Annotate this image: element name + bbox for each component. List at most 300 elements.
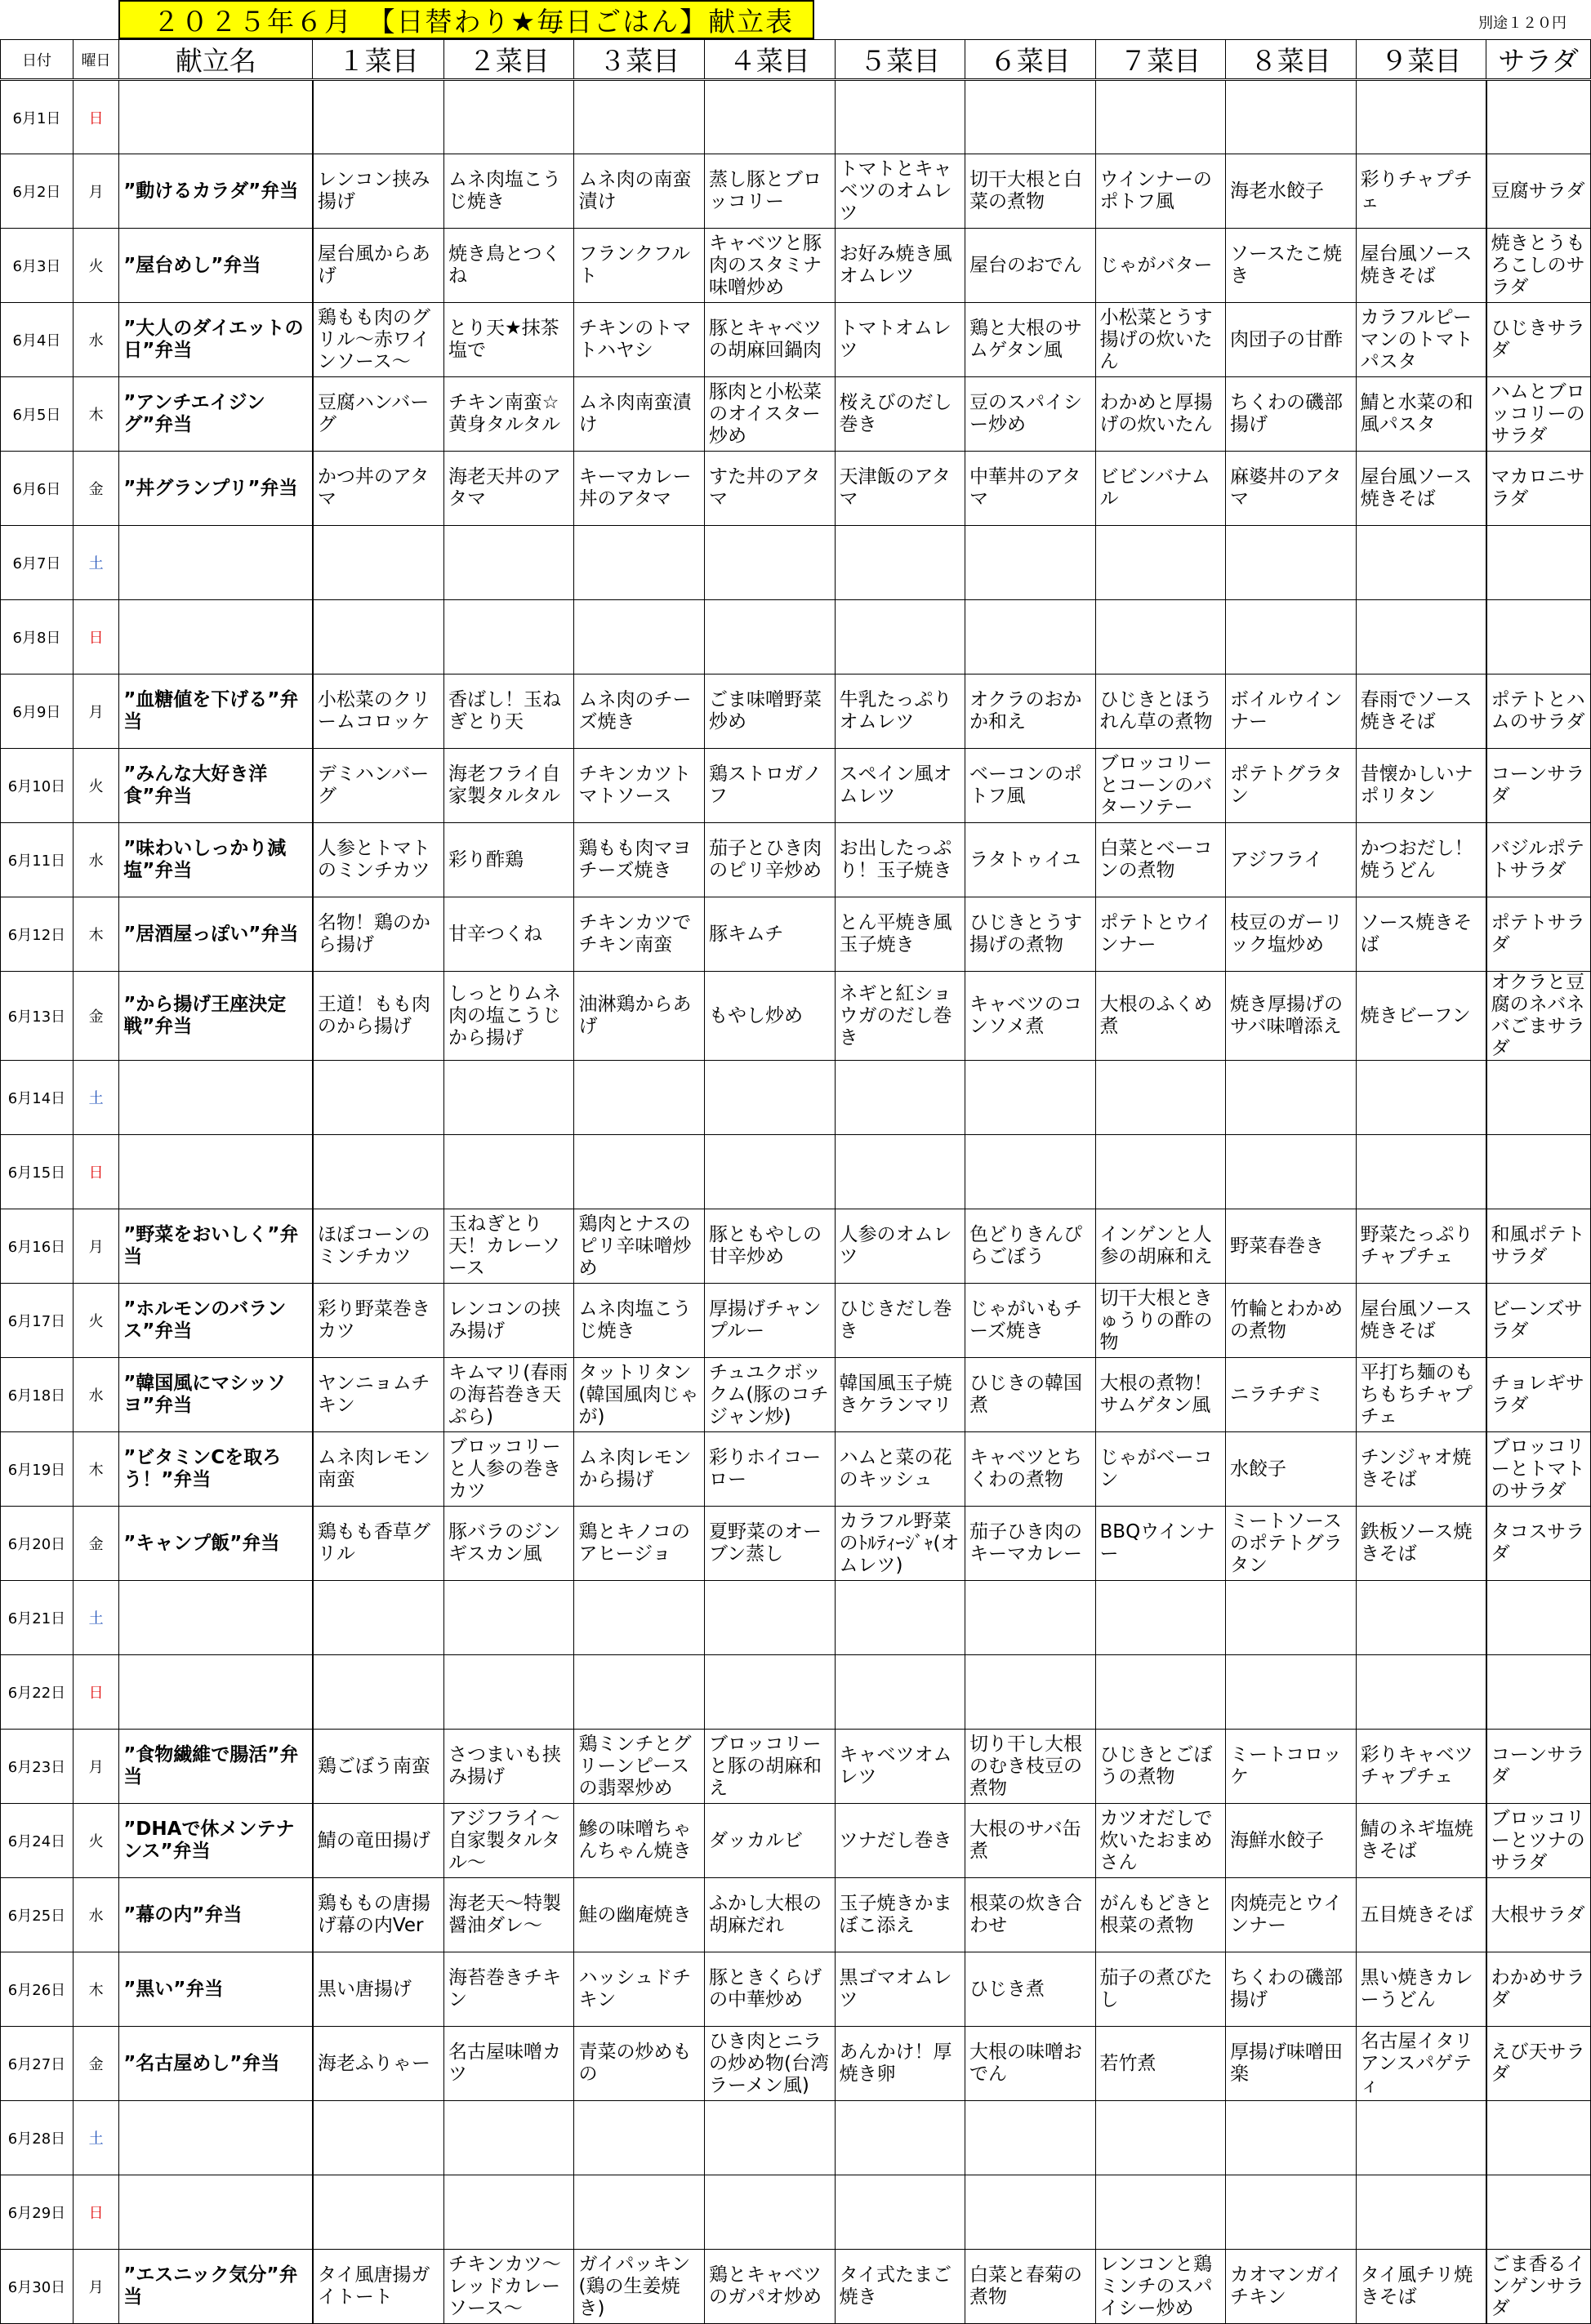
menu-name-cell: ”名古屋めし”弁当 — [119, 2027, 313, 2101]
salad-cell: 大根サラダ — [1486, 1878, 1591, 1952]
dish-1-cell — [313, 600, 444, 674]
dish-9-cell: カラフルピーマンのトマトパスタ — [1356, 303, 1486, 377]
salad-cell — [1486, 2101, 1591, 2175]
dish-4-cell: 夏野菜のオーブン蒸し — [704, 1507, 835, 1581]
salad-cell: 和風ポテトサラダ — [1486, 1209, 1591, 1284]
date-cell: 6月24日 — [1, 1804, 74, 1878]
date-cell: 6月26日 — [1, 1952, 74, 2027]
dish-8-cell: ポテトグラタン — [1226, 749, 1357, 823]
dish-2-cell: 玉ねぎとり天！カレーソース — [443, 1209, 574, 1284]
table-row — [1, 1432, 1591, 1507]
dish-3-cell: 鶏ミンチとグリーンピースの翡翠炒め — [574, 1730, 705, 1804]
dish-6-cell: 中華丼のアタマ — [965, 452, 1096, 526]
dish-4-cell — [704, 80, 835, 154]
menu-name-cell — [119, 2101, 313, 2175]
dish-9-cell: 野菜たっぷりチャプチェ — [1356, 1209, 1486, 1284]
menu-name-cell: ”みんな大好き洋食”弁当 — [119, 749, 313, 823]
dish-7-cell — [1095, 80, 1226, 154]
dish-7-cell: 大根の煮物！サムゲタン風 — [1095, 1358, 1226, 1432]
dish-8-cell: ボイルウインナー — [1226, 674, 1357, 749]
date-cell: 6月7日 — [1, 526, 74, 600]
dish-1-cell: 豆腐ハンバーグ — [313, 377, 444, 452]
header-dish-9: ９菜目 — [1356, 40, 1486, 80]
table-row — [1, 2101, 1591, 2175]
dish-8-cell: ニラチヂミ — [1226, 1358, 1357, 1432]
salad-cell: マカロニサラダ — [1486, 452, 1591, 526]
dish-8-cell: 竹輪とわかめの煮物 — [1226, 1284, 1357, 1358]
dish-2-cell — [443, 526, 574, 600]
weekday-cell: 火 — [73, 749, 118, 823]
menu-name-cell: ”居酒屋っぽい”弁当 — [119, 897, 313, 972]
menu-name-cell: ”味わいしっかり減塩”弁当 — [119, 823, 313, 897]
dish-3-cell: 鶏とキノコのアヒージョ — [574, 1507, 705, 1581]
dish-3-cell: ムネ肉南蛮漬け — [574, 377, 705, 452]
salad-cell: オクラと豆腐のネバネバごまサラダ — [1486, 972, 1591, 1061]
table-row — [1, 1952, 1591, 2027]
salad-cell: ごま香るインゲンサラダ — [1486, 2250, 1591, 2324]
date-cell: 6月12日 — [1, 897, 74, 972]
dish-2-cell: 海苔巻きチキン — [443, 1952, 574, 2027]
dish-2-cell — [443, 2175, 574, 2250]
dish-1-cell: 鶏ごぼう南蛮 — [313, 1730, 444, 1804]
menu-name-cell: ”野菜をおいしく”弁当 — [119, 1209, 313, 1284]
table-row — [1, 1730, 1591, 1804]
dish-7-cell: 大根のふくめ煮 — [1095, 972, 1226, 1061]
dish-8-cell: 枝豆のガーリック塩炒め — [1226, 897, 1357, 972]
dish-3-cell: ムネ肉塩こうじ焼き — [574, 1284, 705, 1358]
dish-9-cell: 平打ち麺のもちもちチャプチェ — [1356, 1358, 1486, 1432]
page-title: ２０２５年６月 【日替わり★毎日ごはん】献立表 — [118, 0, 814, 39]
weekday-cell: 日 — [73, 600, 118, 674]
dish-9-cell — [1356, 1655, 1486, 1730]
dish-1-cell: 王道！もも肉のから揚げ — [313, 972, 444, 1061]
menu-name-cell: ”黒い”弁当 — [119, 1952, 313, 2027]
dish-2-cell — [443, 1061, 574, 1135]
header-dish-5: ５菜目 — [835, 40, 965, 80]
table-row — [1, 1804, 1591, 1878]
header-dish-6: ６菜目 — [965, 40, 1096, 80]
dish-4-cell: ダッカルビ — [704, 1804, 835, 1878]
dish-3-cell: 油淋鶏からあげ — [574, 972, 705, 1061]
dish-4-cell — [704, 2175, 835, 2250]
menu-name-cell: ”食物繊維で腸活”弁当 — [119, 1730, 313, 1804]
date-cell: 6月1日 — [1, 80, 74, 154]
dish-5-cell: ひじきだし巻き — [835, 1284, 965, 1358]
dish-4-cell — [704, 2101, 835, 2175]
dish-7-cell: じゃがベーコン — [1095, 1432, 1226, 1507]
salad-cell: ブロッコリーとツナのサラダ — [1486, 1804, 1591, 1878]
header-dish-1: １菜目 — [313, 40, 444, 80]
dish-5-cell: スペイン風オムレツ — [835, 749, 965, 823]
dish-9-cell — [1356, 1135, 1486, 1209]
dish-2-cell: アジフライ～自家製タルタル～ — [443, 1804, 574, 1878]
dish-7-cell — [1095, 526, 1226, 600]
dish-5-cell — [835, 526, 965, 600]
date-cell: 6月4日 — [1, 303, 74, 377]
menu-name-cell — [119, 600, 313, 674]
dish-9-cell: チンジャオ焼きそば — [1356, 1432, 1486, 1507]
menu-table — [0, 39, 1591, 2324]
dish-5-cell — [835, 2101, 965, 2175]
dish-2-cell: 海老フライ自家製タルタル — [443, 749, 574, 823]
dish-1-cell — [313, 2175, 444, 2250]
menu-name-cell — [119, 1135, 313, 1209]
menu-name-cell — [119, 526, 313, 600]
dish-4-cell — [704, 1061, 835, 1135]
salad-cell: タコスサラダ — [1486, 1507, 1591, 1581]
dish-9-cell: かつおだし！焼うどん — [1356, 823, 1486, 897]
weekday-cell: 日 — [73, 2175, 118, 2250]
dish-7-cell: カツオだしで炊いたおまめさん — [1095, 1804, 1226, 1878]
menu-name-cell — [119, 80, 313, 154]
dish-6-cell — [965, 2175, 1096, 2250]
dish-4-cell: 彩りホイコーロー — [704, 1432, 835, 1507]
salad-cell: えび天サラダ — [1486, 2027, 1591, 2101]
dish-2-cell: とり天★抹茶塩で — [443, 303, 574, 377]
menu-name-cell: ”動けるカラダ”弁当 — [119, 154, 313, 229]
dish-5-cell — [835, 600, 965, 674]
dish-8-cell — [1226, 1061, 1357, 1135]
dish-8-cell: 肉焼売とウインナー — [1226, 1878, 1357, 1952]
dish-6-cell: 鶏と大根のサムゲタン風 — [965, 303, 1096, 377]
dish-5-cell: タイ式たまご焼き — [835, 2250, 965, 2324]
dish-1-cell: 鶏もも香草グリル — [313, 1507, 444, 1581]
dish-4-cell — [704, 600, 835, 674]
dish-7-cell: 若竹煮 — [1095, 2027, 1226, 2101]
dish-8-cell — [1226, 80, 1357, 154]
dish-3-cell — [574, 1135, 705, 1209]
dish-3-cell — [574, 2101, 705, 2175]
dish-4-cell: ふかし大根の胡麻だれ — [704, 1878, 835, 1952]
date-cell: 6月25日 — [1, 1878, 74, 1952]
dish-5-cell: ネギと紅ショウガのだし巻き — [835, 972, 965, 1061]
dish-9-cell: 鯖と水菜の和風パスタ — [1356, 377, 1486, 452]
weekday-cell: 水 — [73, 823, 118, 897]
dish-4-cell: もやし炒め — [704, 972, 835, 1061]
dish-8-cell: ミートソースのポテトグラタン — [1226, 1507, 1357, 1581]
weekday-cell: 日 — [73, 80, 118, 154]
salad-cell: コーンサラダ — [1486, 749, 1591, 823]
menu-name-cell — [119, 1655, 313, 1730]
dish-8-cell: 海老水餃子 — [1226, 154, 1357, 229]
weekday-cell: 木 — [73, 897, 118, 972]
dish-6-cell: 豆のスパイシー炒め — [965, 377, 1096, 452]
dish-1-cell: ヤンニョムチキン — [313, 1358, 444, 1432]
dish-9-cell: ソース焼きそば — [1356, 897, 1486, 972]
weekday-cell: 火 — [73, 1284, 118, 1358]
dish-2-cell: さつまいも挟み揚げ — [443, 1730, 574, 1804]
dish-8-cell: 焼き厚揚げのサバ味噌添え — [1226, 972, 1357, 1061]
date-cell: 6月29日 — [1, 2175, 74, 2250]
weekday-cell: 土 — [73, 1061, 118, 1135]
weekday-cell: 金 — [73, 972, 118, 1061]
dish-7-cell — [1095, 1581, 1226, 1655]
dish-2-cell — [443, 600, 574, 674]
dish-5-cell: 牛乳たっぷりオムレツ — [835, 674, 965, 749]
header-row — [1, 40, 1591, 80]
dish-5-cell: お出したっぷり！玉子焼き — [835, 823, 965, 897]
dish-4-cell: 厚揚げチャンプルー — [704, 1284, 835, 1358]
date-cell: 6月3日 — [1, 229, 74, 303]
dish-4-cell: ブロッコリーと豚の胡麻和え — [704, 1730, 835, 1804]
dish-2-cell — [443, 1135, 574, 1209]
weekday-cell: 土 — [73, 2101, 118, 2175]
salad-cell: 豆腐サラダ — [1486, 154, 1591, 229]
table-row — [1, 80, 1591, 154]
dish-1-cell — [313, 1135, 444, 1209]
dish-9-cell: 五目焼きそば — [1356, 1878, 1486, 1952]
dish-4-cell: キャベツと豚肉のスタミナ味噌炒め — [704, 229, 835, 303]
dish-3-cell: フランクフルト — [574, 229, 705, 303]
date-cell: 6月22日 — [1, 1655, 74, 1730]
dish-6-cell: 切干大根と白菜の煮物 — [965, 154, 1096, 229]
dish-4-cell: 茄子とひき肉のピリ辛炒め — [704, 823, 835, 897]
header-dow: 曜日 — [73, 40, 118, 80]
dish-5-cell: 桜えびのだし巻き — [835, 377, 965, 452]
dish-3-cell: ムネ肉の南蛮漬け — [574, 154, 705, 229]
dish-6-cell: じゃがいもチーズ焼き — [965, 1284, 1096, 1358]
dish-6-cell — [965, 526, 1096, 600]
dish-8-cell — [1226, 1655, 1357, 1730]
dish-7-cell: わかめと厚揚げの炊いたん — [1095, 377, 1226, 452]
dish-1-cell: ほぼコーンのミンチカツ — [313, 1209, 444, 1284]
dish-4-cell: 豚とキャベツの胡麻回鍋肉 — [704, 303, 835, 377]
dish-6-cell: 根菜の炊き合わせ — [965, 1878, 1096, 1952]
dish-8-cell: ソースたこ焼き — [1226, 229, 1357, 303]
dish-9-cell: 屋台風ソース焼きそば — [1356, 229, 1486, 303]
date-cell: 6月20日 — [1, 1507, 74, 1581]
salad-cell: コーンサラダ — [1486, 1730, 1591, 1804]
dish-5-cell: 玉子焼きかまぼこ添え — [835, 1878, 965, 1952]
dish-9-cell — [1356, 1061, 1486, 1135]
dish-3-cell: 鰺の味噌ちゃんちゃん焼き — [574, 1804, 705, 1878]
menu-name-cell: ”丼グランプリ”弁当 — [119, 452, 313, 526]
table-row — [1, 2175, 1591, 2250]
dish-7-cell — [1095, 1655, 1226, 1730]
header-dish-8: ８菜目 — [1226, 40, 1357, 80]
dish-6-cell: 大根のサバ缶煮 — [965, 1804, 1096, 1878]
dish-8-cell: ミートコロッケ — [1226, 1730, 1357, 1804]
dish-3-cell — [574, 600, 705, 674]
menu-name-cell: ”キャンプ飯”弁当 — [119, 1507, 313, 1581]
dish-2-cell: チキンカツ～レッドカレーソース～ — [443, 2250, 574, 2324]
dish-9-cell: 焼きビーフン — [1356, 972, 1486, 1061]
dish-6-cell: 茄子ひき肉のキーマカレー — [965, 1507, 1096, 1581]
dish-9-cell: 屋台風ソース焼きそば — [1356, 452, 1486, 526]
weekday-cell: 月 — [73, 674, 118, 749]
dish-9-cell — [1356, 526, 1486, 600]
dish-3-cell: チキンカツトマトソース — [574, 749, 705, 823]
dish-2-cell — [443, 80, 574, 154]
date-cell: 6月5日 — [1, 377, 74, 452]
dish-8-cell: 海鮮水餃子 — [1226, 1804, 1357, 1878]
dish-6-cell — [965, 2101, 1096, 2175]
dish-7-cell: ひじきとごぼうの煮物 — [1095, 1730, 1226, 1804]
dish-9-cell: 彩りチャプチェ — [1356, 154, 1486, 229]
dish-8-cell — [1226, 526, 1357, 600]
dish-4-cell — [704, 526, 835, 600]
dish-6-cell: オクラのおかか和え — [965, 674, 1096, 749]
dish-9-cell: 彩りキャベツチャプチェ — [1356, 1730, 1486, 1804]
dish-9-cell: 屋台風ソース焼きそば — [1356, 1284, 1486, 1358]
dish-1-cell: タイ風唐揚ガイトート — [313, 2250, 444, 2324]
dish-5-cell: ツナだし巻き — [835, 1804, 965, 1878]
dish-7-cell: ビビンバナムル — [1095, 452, 1226, 526]
dish-2-cell: 香ばし！玉ねぎとり天 — [443, 674, 574, 749]
dish-1-cell: 人参とトマトのミンチカツ — [313, 823, 444, 897]
weekday-cell: 火 — [73, 1804, 118, 1878]
dish-9-cell: 黒い焼きカレーうどん — [1356, 1952, 1486, 2027]
date-cell: 6月15日 — [1, 1135, 74, 1209]
dish-5-cell: ハムと菜の花のキッシュ — [835, 1432, 965, 1507]
dish-5-cell: 韓国風玉子焼きケランマリ — [835, 1358, 965, 1432]
header-date: 日付 — [1, 40, 74, 80]
dish-1-cell — [313, 1655, 444, 1730]
dish-1-cell: ムネ肉レモン南蛮 — [313, 1432, 444, 1507]
salad-cell — [1486, 2175, 1591, 2250]
dish-4-cell — [704, 1581, 835, 1655]
date-cell: 6月9日 — [1, 674, 74, 749]
date-cell: 6月2日 — [1, 154, 74, 229]
dish-2-cell: 海老天丼のアタマ — [443, 452, 574, 526]
dish-7-cell: レンコンと鶏ミンチのスパイシー炒め — [1095, 2250, 1226, 2324]
menu-name-cell: ”血糖値を下げる”弁当 — [119, 674, 313, 749]
dish-7-cell: ブロッコリーとコーンのバターソテー — [1095, 749, 1226, 823]
dish-9-cell: 鯖のネギ塩焼きそば — [1356, 1804, 1486, 1878]
dish-1-cell — [313, 1581, 444, 1655]
weekday-cell: 月 — [73, 2250, 118, 2324]
table-row — [1, 823, 1591, 897]
dish-5-cell: 天津飯のアタマ — [835, 452, 965, 526]
table-row — [1, 154, 1591, 229]
salad-cell — [1486, 526, 1591, 600]
dish-7-cell: 白菜とベーコンの煮物 — [1095, 823, 1226, 897]
dish-3-cell: 鶏もも肉マヨチーズ焼き — [574, 823, 705, 897]
weekday-cell: 木 — [73, 377, 118, 452]
table-row — [1, 1581, 1591, 1655]
dish-4-cell: 鶏ストロガノフ — [704, 749, 835, 823]
dish-1-cell: 彩り野菜巻きカツ — [313, 1284, 444, 1358]
menu-name-cell: ”エスニック気分”弁当 — [119, 2250, 313, 2324]
dish-5-cell — [835, 80, 965, 154]
dish-1-cell: 小松菜のクリームコロッケ — [313, 674, 444, 749]
dish-8-cell: アジフライ — [1226, 823, 1357, 897]
weekday-cell: 木 — [73, 1432, 118, 1507]
dish-1-cell — [313, 526, 444, 600]
date-cell: 6月30日 — [1, 2250, 74, 2324]
dish-4-cell: ごま味噌野菜炒め — [704, 674, 835, 749]
dish-4-cell: 蒸し豚とブロッコリー — [704, 154, 835, 229]
dish-7-cell: ポテトとウインナー — [1095, 897, 1226, 972]
salad-cell: 焼きとうもろこしのサラダ — [1486, 229, 1591, 303]
dish-1-cell — [313, 1061, 444, 1135]
dish-7-cell: ウインナーのポトフ風 — [1095, 154, 1226, 229]
date-cell: 6月17日 — [1, 1284, 74, 1358]
menu-name-cell: ”ビタミンCを取ろう！”弁当 — [119, 1432, 313, 1507]
dish-4-cell — [704, 1135, 835, 1209]
menu-name-cell: ”幕の内”弁当 — [119, 1878, 313, 1952]
table-row — [1, 600, 1591, 674]
dish-2-cell — [443, 2101, 574, 2175]
dish-7-cell — [1095, 1061, 1226, 1135]
weekday-cell: 火 — [73, 229, 118, 303]
menu-name-cell: ”韓国風にマシッソヨ”弁当 — [119, 1358, 313, 1432]
dish-8-cell: 麻婆丼のアタマ — [1226, 452, 1357, 526]
weekday-cell: 金 — [73, 452, 118, 526]
table-row — [1, 1209, 1591, 1284]
table-row — [1, 1061, 1591, 1135]
dish-8-cell — [1226, 1135, 1357, 1209]
dish-2-cell: キムマリ(春雨の海苔巻き天ぷら) — [443, 1358, 574, 1432]
dish-8-cell: ちくわの磯部揚げ — [1226, 377, 1357, 452]
dish-6-cell — [965, 1135, 1096, 1209]
date-cell: 6月10日 — [1, 749, 74, 823]
dish-4-cell: 鶏とキャベツのガパオ炒め — [704, 2250, 835, 2324]
dish-7-cell — [1095, 2175, 1226, 2250]
dish-5-cell — [835, 1581, 965, 1655]
table-row — [1, 1507, 1591, 1581]
menu-name-cell: ”アンチエイジング”弁当 — [119, 377, 313, 452]
dish-5-cell: 黒ゴマオムレツ — [835, 1952, 965, 2027]
dish-7-cell: インゲンと人参の胡麻和え — [1095, 1209, 1226, 1284]
dish-7-cell: 小松菜とうす揚げの炊いたん — [1095, 303, 1226, 377]
dish-8-cell: 水餃子 — [1226, 1432, 1357, 1507]
dish-2-cell: 名古屋味噌カツ — [443, 2027, 574, 2101]
date-cell: 6月14日 — [1, 1061, 74, 1135]
dish-3-cell — [574, 1061, 705, 1135]
dish-6-cell: 大根の味噌おでん — [965, 2027, 1096, 2101]
weekday-cell: 月 — [73, 1209, 118, 1284]
salad-cell — [1486, 1581, 1591, 1655]
dish-8-cell: カオマンガイチキン — [1226, 2250, 1357, 2324]
header-dish-7: ７菜目 — [1095, 40, 1226, 80]
dish-5-cell: カラフル野菜のﾄﾙﾃｨｰｼﾞｬ(オムレツ) — [835, 1507, 965, 1581]
table-row — [1, 1135, 1591, 1209]
date-cell: 6月18日 — [1, 1358, 74, 1432]
dish-5-cell: トマトオムレツ — [835, 303, 965, 377]
dish-3-cell: 青菜の炒めもの — [574, 2027, 705, 2101]
salad-cell: ひじきサラダ — [1486, 303, 1591, 377]
dish-7-cell — [1095, 2101, 1226, 2175]
dish-3-cell — [574, 1655, 705, 1730]
dish-9-cell: タイ風チリ焼きそば — [1356, 2250, 1486, 2324]
salad-cell — [1486, 80, 1591, 154]
dish-2-cell: 彩り酢鶏 — [443, 823, 574, 897]
menu-name-cell: ”大人のダイエットの日”弁当 — [119, 303, 313, 377]
salad-cell: バジルポテトサラダ — [1486, 823, 1591, 897]
dish-2-cell: ムネ肉塩こうじ焼き — [443, 154, 574, 229]
table-row — [1, 972, 1591, 1061]
dish-8-cell: 肉団子の甘酢 — [1226, 303, 1357, 377]
weekday-cell: 月 — [73, 1730, 118, 1804]
date-cell: 6月8日 — [1, 600, 74, 674]
dish-4-cell: チュユクボックム(豚のコチジャン炒) — [704, 1358, 835, 1432]
date-cell: 6月16日 — [1, 1209, 74, 1284]
dish-7-cell: じゃがバター — [1095, 229, 1226, 303]
dish-3-cell: チキンのトマトハヤシ — [574, 303, 705, 377]
salad-cell — [1486, 1655, 1591, 1730]
dish-4-cell: ひき肉とニラの炒め物(台湾ラーメン風) — [704, 2027, 835, 2101]
dish-6-cell — [965, 80, 1096, 154]
table-row — [1, 2027, 1591, 2101]
weekday-cell: 土 — [73, 1581, 118, 1655]
dish-1-cell: レンコン挟み揚げ — [313, 154, 444, 229]
weekday-cell: 日 — [73, 1655, 118, 1730]
date-cell: 6月21日 — [1, 1581, 74, 1655]
dish-2-cell: チキン南蛮☆黄身タルタル — [443, 377, 574, 452]
date-cell: 6月23日 — [1, 1730, 74, 1804]
weekday-cell: 金 — [73, 1507, 118, 1581]
